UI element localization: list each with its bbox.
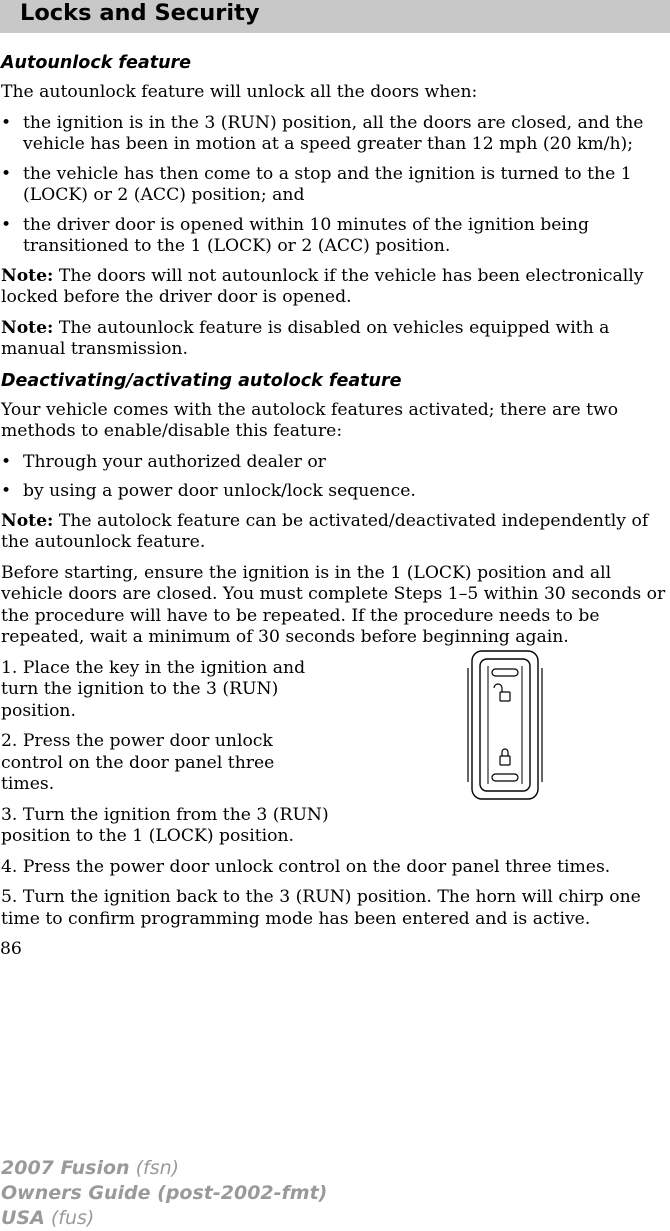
steps-with-figure bbox=[0, 658, 668, 848]
autolock-bullet-list bbox=[0, 452, 668, 503]
list-item-text: Through your authorized dealer or bbox=[23, 451, 326, 472]
bullet-icon: • bbox=[1, 481, 12, 501]
footer-market: USA bbox=[1, 1207, 45, 1229]
footer-market-code: (fus) bbox=[44, 1207, 95, 1229]
list-item-text: by using a power door unlock/lock sequence. bbox=[23, 481, 416, 501]
list-item bbox=[0, 452, 668, 474]
list-item-text: the ignition is in the 3 (RUN) position, all the doors are closed, and the vehicle has been in motion at a speed greater than 12 mph (20 km/h); bbox=[23, 112, 644, 154]
bullet-icon: • bbox=[1, 214, 12, 235]
note-label: Note: bbox=[1, 317, 54, 338]
footer-model-code: (fsn) bbox=[129, 1157, 180, 1179]
steps-narrow-column bbox=[0, 658, 668, 848]
footer-line-1 bbox=[1, 1156, 327, 1181]
list-item bbox=[0, 164, 668, 207]
step-2: 2. Press the power door unlock control on the door panel three times. bbox=[1, 731, 275, 794]
document-footer bbox=[1, 1156, 327, 1231]
footer-line-2: Owners Guide (post-2002-fmt) bbox=[1, 1182, 328, 1204]
bullet-icon: • bbox=[1, 112, 12, 133]
list-item bbox=[0, 113, 668, 156]
bullet-icon: • bbox=[1, 163, 12, 184]
footer-line-3 bbox=[1, 1206, 327, 1231]
list-item bbox=[0, 481, 668, 503]
autolock-note bbox=[1, 511, 668, 554]
autounlock-heading: Autounlock feature bbox=[1, 53, 192, 73]
autounlock-note-1 bbox=[1, 266, 668, 309]
note-text: The doors will not autounlock if the vehicle has been electronically locked before the driver door is opened. bbox=[1, 265, 644, 307]
unlock-icon bbox=[494, 684, 510, 701]
list-item bbox=[0, 215, 668, 258]
autolock-heading: Deactivating/activating autolock feature bbox=[1, 370, 402, 391]
list-item-text: the vehicle has then come to a stop and the ignition is turned to the 1 (LOCK) or 2 (ACC) position; and bbox=[23, 163, 632, 205]
page-content bbox=[0, 52, 668, 961]
autolock-intro: Your vehicle comes with the autolock features activated; there are two methods to enable/disable this feature: bbox=[1, 399, 619, 441]
autounlock-note-2 bbox=[1, 318, 668, 361]
step-5: 5. Turn the ignition back to the 3 (RUN) position. The horn will chirp one time to confirm programming mode has been entered and is active. bbox=[1, 887, 641, 929]
note-label: Note: bbox=[1, 265, 54, 286]
page-header-title: Locks and Security bbox=[20, 0, 260, 26]
before-starting-paragraph: Before starting, ensure the ignition is in the 1 (LOCK) position and all vehicle doors are closed. You must complete Steps 1–5 within 30 seconds or the procedure will have to be repeated. If the procedure needs to be repeated, wait a minimum of 30 seconds before beginning again. bbox=[1, 562, 666, 647]
note-text: The autounlock feature is disabled on vehicles equipped with a manual transmission. bbox=[1, 317, 610, 359]
note-text: The autolock feature can be activated/deactivated independently of the autounlock feature. bbox=[1, 510, 649, 552]
list-item-text: the driver door is opened within 10 minutes of the ignition being transitioned to the 1 (LOCK) or 2 (ACC) position. bbox=[23, 214, 589, 256]
note-label: Note: bbox=[1, 510, 54, 531]
power-door-lock-switch-icon bbox=[466, 650, 544, 800]
step-1: 1. Place the key in the ignition and turn the ignition to the 3 (RUN) position. bbox=[1, 657, 306, 721]
step-4: 4. Press the power door unlock control on the door panel three times. bbox=[1, 856, 611, 877]
autounlock-bullet-list bbox=[0, 113, 668, 258]
page-number: 86 bbox=[0, 939, 22, 959]
step-3: 3. Turn the ignition from the 3 (RUN) position to the 1 (LOCK) position. bbox=[1, 804, 329, 846]
bullet-icon: • bbox=[1, 451, 12, 472]
footer-model: 2007 Fusion bbox=[1, 1157, 130, 1179]
lock-icon bbox=[500, 749, 510, 765]
autounlock-intro: The autounlock feature will unlock all the doors when: bbox=[1, 82, 478, 102]
